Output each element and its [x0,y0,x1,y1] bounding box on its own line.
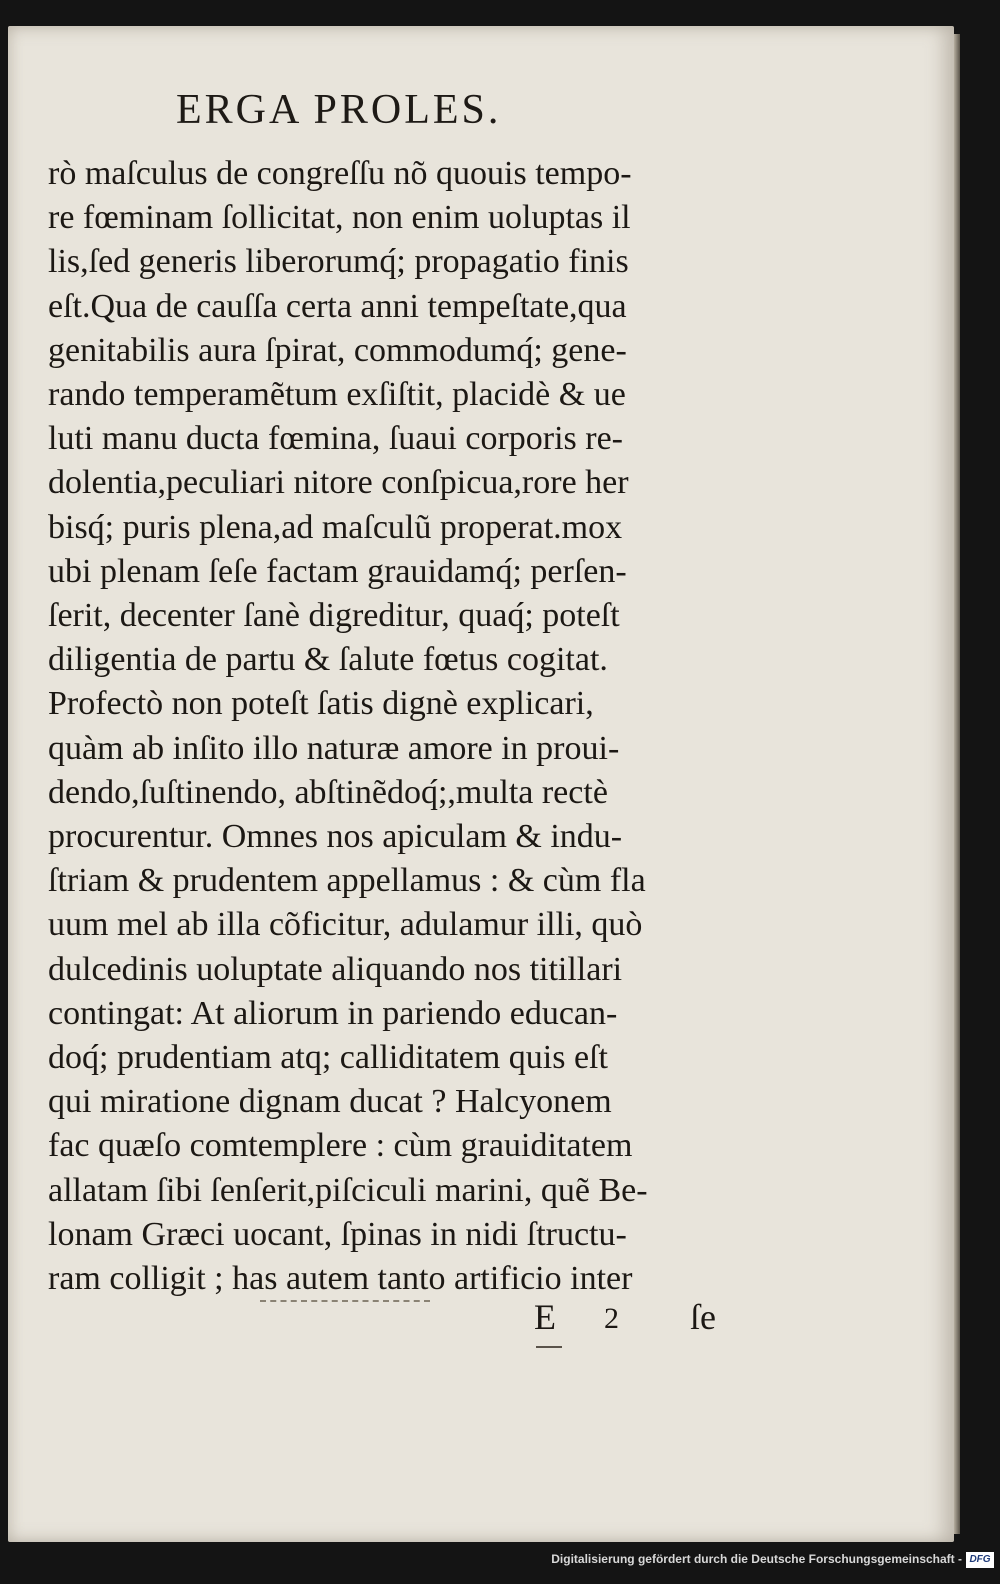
text-line: rò maſculus de congreſſu nõ quouis tempo- [48,155,632,192]
text-line: lonam Græci uocant, ſpinas in nidi ſtructu- [48,1215,627,1253]
text-line: dulcedinis uoluptate aliquando nos titillari [48,950,623,988]
text-line: genitabilis aura ſpirat, commodumq́; gene- [48,331,627,369]
page-edge [954,34,960,1534]
digitization-credit: Digitalisierung gefördert durch die Deutsche Forschungsgemeinschaft - [551,1552,962,1566]
signature-underline [536,1346,562,1348]
signature-number: 2 [604,1302,619,1335]
signature-letter: E [534,1297,556,1337]
text-line: uum mel ab illa cõficitur, adulamur illi, quò [48,906,643,944]
body-text [48,152,738,1301]
text-line: qui miratione dignam ducat ? Halcyonem [48,1083,612,1121]
text-line: doq́; prudentiam atq; calliditatem quis eſt [48,1039,608,1077]
text-line: luti manu ducta fœmina, ſuaui corporis re- [48,420,623,458]
text-line: Profectò non poteſt ſatis dignè explicari, [48,685,594,723]
text-line: quàm ab inſito illo naturæ amore in proui- [48,729,620,767]
text-line: fac quæſo comtemplere : cùm grauiditatem [48,1127,633,1165]
ink-smudge [260,1300,430,1304]
dfg-logo-icon: DFG [966,1552,994,1568]
text-line: dendo,ſuſtinendo, abſtinẽdoq́;,multa rectè [48,773,608,811]
text-line: lis,ſed generis liberorumq́; propagatio finis [48,243,629,281]
text-line: allatam ſibi ſenſerit,piſciculi marini, quẽ Be- [48,1171,648,1209]
text-line: ſtriam & prudentem appellamus : & cùm fla [48,862,646,900]
text-line: ſerit, decenter ſanè digreditur, quaq́; poteſt [48,597,620,635]
running-head: ERGA PROLES. [176,87,502,133]
text-line: bisq́; puris plena,ad maſculũ properat.mox [48,508,623,546]
text-line: ubi plenam ſeſe factam grauidamq́; perſen- [48,552,627,590]
catchword: ſe [690,1297,716,1337]
text-line: re fœminam ſollicitat, non enim uoluptas il [48,199,631,237]
text-line: ram colligit ; has autem tanto artificio inter [48,1260,633,1298]
text-line: contingat: At aliorum in pariendo educan- [48,994,618,1032]
text-line: eſt.Qua de cauſſa certa anni tempeſtate,qua [48,287,627,325]
text-line: diligentia de partu & ſalute fœtus cogitat. [48,641,608,679]
text-line: procurentur. Omnes nos apiculam & indu- [48,818,623,856]
text-line: dolentia,peculiari nitore conſpicua,rore her [48,464,629,502]
text-line: rando temperamẽtum exſiſtit, placidè & ue [48,376,626,414]
